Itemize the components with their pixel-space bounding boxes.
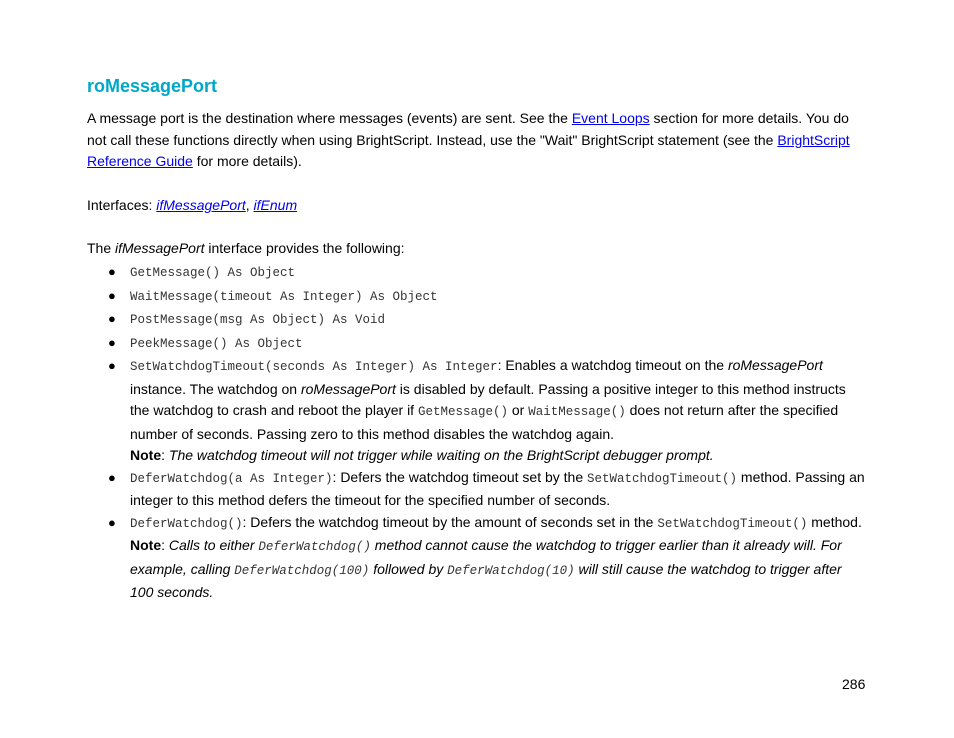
code-reference: DeferWatchdog(100) xyxy=(234,563,370,578)
code-reference: GetMessage() xyxy=(417,405,508,419)
methods-list xyxy=(108,261,866,604)
note-label: Note xyxy=(130,447,162,463)
method-signature: WaitMessage(timeout As Integer) As Object xyxy=(130,289,438,304)
method-description: : Defers the watchdog timeout by the amount of seconds set in the xyxy=(242,513,658,530)
interfaces-separator: , xyxy=(245,197,254,213)
list-item: ● SetWatchdogTimeout(seconds As Integer) As Integer: Enables a watchdog timeout on the roMessagePort instance. The watchdog on roMessagePort is disabled by default. Passing a positive integer to this method instructs the watchdog to crash and reboot the player if GetMessage() or WaitMessage() does not return after the specified number of seconds. Passing zero to this method disables the watchdog again. xyxy=(108,357,846,442)
ifenum-link[interactable]: ifEnum xyxy=(253,197,298,213)
event-loops-link[interactable]: Event Loops xyxy=(571,110,650,126)
note-text: followed by xyxy=(369,560,448,577)
method-signature: PeekMessage() As Object xyxy=(130,336,303,351)
code-reference: DeferWatchdog() xyxy=(258,540,371,554)
note-text: The watchdog timeout will not trigger while waiting on the BrightScript debugger prompt. xyxy=(168,447,714,463)
page-number: 286 xyxy=(842,676,866,692)
method-signature: PostMessage(msg As Object) As Void xyxy=(130,313,386,327)
note-text: will still cause the watchdog to trigger after 100 seconds. xyxy=(130,560,842,600)
provides-interface-name: ifMessagePort xyxy=(115,240,205,256)
list-item: ● PeekMessage() As Object xyxy=(108,334,303,351)
code-reference: WaitMessage() xyxy=(528,405,626,419)
object-name: roMessagePort xyxy=(727,357,823,373)
method-description: is disabled by default. Passing a positive integer to this method instructs the watchdog to crash and reboot the player if xyxy=(130,380,846,418)
interfaces-label: Interfaces: xyxy=(87,197,157,213)
interfaces-line xyxy=(87,195,867,217)
note-text: method cannot cause the watchdog to trigger earlier than it already will. For example, calling xyxy=(130,537,842,577)
method-description: method. xyxy=(807,513,862,530)
list-item: ● WaitMessage(timeout As Integer) As Object xyxy=(108,287,438,304)
method-description: : Defers the watchdog timeout set by the xyxy=(332,468,588,485)
code-reference: SetWatchdogTimeout() xyxy=(587,471,738,486)
provides-pre: The xyxy=(87,240,116,256)
note-text: Calls to either xyxy=(168,537,259,553)
method-signature: DeferWatchdog(a As Integer) xyxy=(130,471,333,486)
list-item: ● GetMessage() As Object xyxy=(108,264,296,280)
list-item: ● PostMessage(msg As Object) As Void xyxy=(108,311,386,327)
method-description: method. Passing an integer to this method defers the timeout for the specified number of seconds. xyxy=(130,468,865,508)
method-description: does not return after the specified number of seconds. Passing zero to this method disables the watchdog again. xyxy=(130,402,839,442)
method-description: instance. The watchdog on xyxy=(130,380,301,397)
code-reference: SetWatchdogTimeout() xyxy=(657,516,808,531)
list-item: ● DeferWatchdog(a As Integer): Defers the watchdog timeout set by the SetWatchdogTimeout() method. Passing an integer to this method defers the timeout for the specified number of seconds. xyxy=(108,468,865,508)
provides-post: interface provides the following: xyxy=(204,240,405,256)
method-signature: DeferWatchdog() xyxy=(130,516,243,531)
object-name: roMessagePort xyxy=(300,380,396,397)
page-title: roMessagePort xyxy=(87,76,218,96)
method-signature: SetWatchdogTimeout(seconds As Integer) As Integer xyxy=(130,360,498,374)
method-description: or xyxy=(507,402,529,418)
list-item: ● DeferWatchdog(): Defers the watchdog timeout by the amount of seconds set in the SetWatchdogTimeout() method. xyxy=(108,513,862,531)
note-watchdog-debugger: Note: The watchdog timeout will not trigger while waiting on the BrightScript debugger prompt. xyxy=(130,447,714,463)
provides-line xyxy=(87,238,867,260)
brightscript-reference-guide-link[interactable]: BrightScript Reference Guide xyxy=(87,131,850,169)
method-description: : Enables a watchdog timeout on the xyxy=(497,357,728,373)
method-signature: GetMessage() As Object xyxy=(130,266,296,280)
intro-paragraph xyxy=(87,108,867,173)
ifmessageport-link[interactable]: ifMessagePort xyxy=(156,197,246,213)
intro-text-2: section for more details. You do not call these functions directly when using BrightScript. Instead, use the "Wait" BrightScript statement (see the xyxy=(87,110,849,148)
intro-text-3: for more details). xyxy=(192,153,302,169)
note-label: Note xyxy=(130,537,162,553)
code-reference: DeferWatchdog(10) xyxy=(447,563,575,578)
note-defer-watchdog: Note: Calls to either DeferWatchdog() method cannot cause the watchdog to trigger earlier than it already will. For example, calling DeferWatchdog(100) followed by DeferWatchdog(10) will still cause the watchdog to trigger after 100 seconds. xyxy=(130,537,842,600)
intro-text-1: A message port is the destination where messages (events) are sent. See the xyxy=(87,110,572,126)
